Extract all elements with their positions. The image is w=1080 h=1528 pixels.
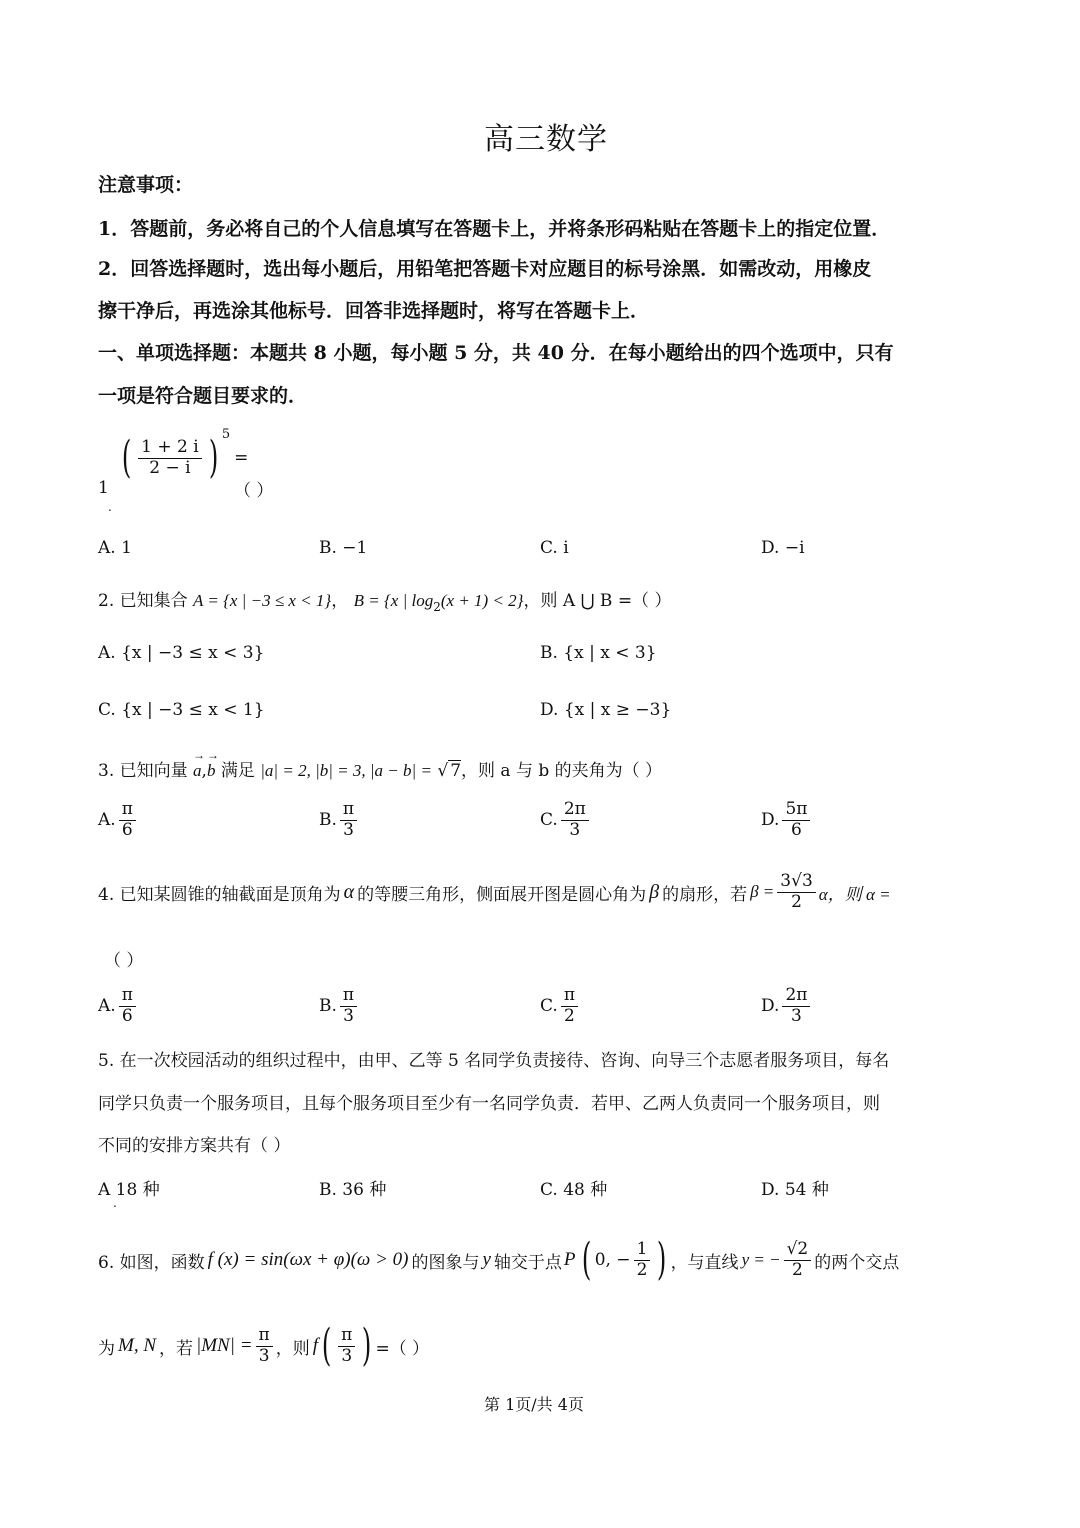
notes-item-2-line2: 擦干净后，再选涂其他标号．回答非选择题时，将写在答题卡上． [98, 300, 650, 322]
q2-option-c[interactable]: C. {x | −3 ≤ x < 1} [98, 700, 265, 720]
q4-option-b-den: 3 [343, 1005, 354, 1026]
q3-option-d-num: 5π [782, 800, 810, 821]
q3-option-c-num: 2π [561, 800, 589, 821]
q6-point-num: 1 [634, 1240, 651, 1261]
q3-option-a-label: A. [98, 810, 116, 831]
q4-option-d-label: D. [761, 996, 780, 1017]
q6-line2-a: 为 [98, 1338, 115, 1359]
q6-line-eq: y = − [741, 1250, 781, 1269]
q2-option-a[interactable]: A. {x | −3 ≤ x < 3} [98, 643, 265, 663]
q1-exponent: 5 [221, 426, 231, 442]
q4-option-c-num: π [561, 986, 578, 1007]
q2-option-b[interactable]: B. {x | x < 3} [540, 643, 657, 663]
q6-f-num: π [338, 1326, 355, 1347]
q2-set-b: B = {x | log [353, 591, 434, 610]
q4-frac-den: 2 [791, 891, 802, 912]
q4-text2: 的等腰三角形，侧面展开图是圆心角为 [357, 884, 647, 905]
q5-line1: 5. 在一次校园活动的组织过程中，由甲、乙等 5 名同学负责接待、咨询、向导三个志愿者服务项目，每名 [98, 1051, 890, 1071]
q6-point-coord: 0, − [594, 1250, 631, 1270]
q6-text1: 6. 如图，函数 [98, 1252, 205, 1273]
q2-sep: ， [331, 591, 349, 611]
q3-cond-text: 满足 [220, 761, 255, 781]
q5-option-b[interactable]: B. 36 种 [319, 1180, 387, 1200]
q5-option-d[interactable]: D. 54 种 [761, 1180, 829, 1200]
q4-beta-eq: β = [750, 882, 775, 902]
notes-item-1: 1．答题前，务必将自己的个人信息填写在答题卡上，并将条形码粘贴在答题卡上的指定位置． [98, 218, 891, 240]
q4-option-a-num: π [119, 986, 136, 1007]
q1-option-b[interactable]: B. −1 [319, 538, 368, 558]
q2-suffix: ，则 A ⋃ B =（ ） [523, 591, 672, 611]
q4-text4: α，则 α = [818, 884, 891, 904]
notes-item-2-line1: 2．回答选择题时，选出每小题后，用铅笔把答题卡对应题目的标号涂黑．如需改动，用橡皮 [98, 258, 872, 280]
q4-option-a[interactable] [98, 986, 139, 1026]
q6-y-axis: y [482, 1249, 491, 1270]
q6-mn-num: π [256, 1326, 273, 1347]
q3-stem: 3. 已知向量 → a,→ b 满足 |a| = 2, |b| = 3, |a − b| = √ 7，则 a 与 b 的夹角为（ ） [98, 756, 662, 781]
q3-sqrt-value: 7 [450, 761, 462, 781]
page-footer: 第 1页/共 4页 [484, 1395, 584, 1414]
q4-beta: β [649, 880, 660, 903]
q3-option-a[interactable] [98, 800, 139, 840]
q6-line2-b: ，若 [159, 1338, 193, 1359]
q6-point-den: 2 [636, 1259, 648, 1280]
q1-option-c[interactable]: C. i [540, 538, 569, 558]
q6-line-num: √2 [784, 1240, 812, 1261]
q5-option-c[interactable]: C. 48 种 [540, 1180, 608, 1200]
section-heading-line1: 一、单项选择题：本题共 8 小题，每小题 5 分，共 40 分．在每小题给出的四个选项中，只有 [98, 342, 894, 364]
q4-option-c[interactable] [540, 986, 581, 1026]
q4-option-b[interactable] [319, 986, 360, 1026]
q2-stem [98, 586, 672, 614]
q3-option-a-num: π [119, 800, 136, 821]
q2-set-a: A = {x | −3 ≤ x < 1} [193, 591, 332, 610]
q6-text3: 轴交于点 [493, 1252, 562, 1273]
q4-text1: 4. 已知某圆锥的轴截面是顶角为 [98, 884, 341, 905]
q3-conditions: |a| = 2, |b| = 3, |a − b| = [260, 761, 432, 780]
q6-mn-abs: |MN| = [196, 1335, 253, 1356]
q2-log-base: 2 [433, 600, 441, 614]
q3-option-c-label: C. [540, 810, 558, 831]
q2-prefix: 2. 已知集合 [98, 591, 188, 611]
q3-option-b-label: B. [319, 810, 337, 831]
q4-option-b-label: B. [319, 996, 337, 1017]
q3-option-d-label: D. [761, 810, 780, 831]
q1-answer-paren: （ ） [234, 481, 274, 501]
q3-option-b-den: 3 [343, 819, 354, 840]
q3-option-c-den: 3 [569, 819, 581, 840]
q5-line2: 同学只负责一个服务项目，且每个服务项目至少有一名同学负责．若甲、乙两人负责同一个服务项目，则 [98, 1094, 880, 1114]
q1-number: 1 [98, 478, 109, 498]
q6-text2: 的图象与 [411, 1252, 480, 1273]
q6-line2-d: =（ ） [375, 1338, 430, 1359]
q6-line2-c: ，则 [275, 1338, 310, 1359]
q6-line-den: 2 [791, 1259, 803, 1280]
q3-vector-a: → a [193, 761, 202, 781]
q3-option-d[interactable] [761, 800, 813, 840]
notes-heading: 注意事项： [98, 174, 194, 196]
q4-answer-paren: （ ） [104, 951, 144, 971]
q1-denominator: 2 − i [149, 457, 191, 478]
q4-frac-num: 3√3 [777, 872, 815, 893]
q4-option-d-den: 3 [791, 1005, 802, 1026]
q3-option-c[interactable] [540, 800, 592, 840]
q4-option-c-den: 2 [563, 1005, 575, 1026]
section-heading-line2: 一项是符合题目要求的． [98, 385, 308, 407]
q5-dot: . [113, 1196, 117, 1210]
q3-prefix: 3. 已知向量 [98, 761, 188, 781]
q6-f-label: f [312, 1335, 318, 1356]
q1-numerator: 1 + 2 i [138, 438, 202, 459]
q6-f-den: 3 [341, 1345, 353, 1366]
q3-suffix: ，则 a 与 b 的夹角为（ ） [461, 761, 663, 781]
q4-option-d[interactable] [761, 986, 813, 1026]
q1-dot: . [108, 500, 112, 514]
q6-stem-line2: 为 M, N ，若 |MN| = $\frac{\pi}{3}$ ，则 f ( $\frac{\pi}{3}$ ) =（ ） [98, 1320, 430, 1371]
q1-option-a[interactable]: A. 1 [98, 538, 132, 558]
q4-alpha: α [343, 880, 355, 903]
q6-text5: 的两个交点 [814, 1252, 900, 1273]
page-title: 高三数学 [484, 122, 608, 157]
q1-option-d[interactable]: D. −i [761, 538, 805, 558]
q4-option-d-num: 2π [782, 986, 810, 1007]
q4-option-a-label: A. [98, 996, 116, 1017]
q6-mn-den: 3 [258, 1345, 270, 1366]
q5-line3: 不同的安排方案共有（ ） [98, 1136, 291, 1156]
q6-function: f (x) = sin(ωx + φ)(ω > 0) [207, 1249, 409, 1270]
q3-vector-b: → b [207, 761, 216, 781]
q1-equals: = [234, 448, 249, 468]
q4-option-b-num: π [340, 986, 357, 1007]
q3-option-b[interactable] [319, 800, 360, 840]
q6-mn: M, N [118, 1335, 156, 1356]
q4-stem [98, 872, 891, 912]
q6-stem-line1: 6. 如图，函数 f (x) = sin(ωx + φ)(ω > 0) 的图象与 y 轴交于点 P ( 0, − $\frac{1}{2}$ ) ，与直线 y = − $\frac{√2}{2}$ 的两个交点 [98, 1234, 900, 1285]
q1-expression: ( $\frac{1 + 2 i}{2 - i}$ ) 5 = [121, 426, 249, 483]
q5-option-a[interactable]: A 18 种 [98, 1180, 160, 1200]
q4-option-a-den: 6 [121, 1005, 133, 1026]
q4-text3: 的扇形，若 [662, 884, 748, 905]
q2-option-d[interactable]: D. {x | x ≥ −3} [540, 700, 672, 720]
q4-option-c-label: C. [540, 996, 558, 1017]
q3-option-a-den: 6 [121, 819, 133, 840]
q6-text4: ，与直线 [670, 1252, 739, 1273]
q2-set-b-rest: (x + 1) < 2} [440, 591, 524, 610]
q3-option-b-num: π [340, 800, 357, 821]
q3-option-d-den: 6 [791, 819, 802, 840]
q6-point: P [563, 1249, 576, 1270]
